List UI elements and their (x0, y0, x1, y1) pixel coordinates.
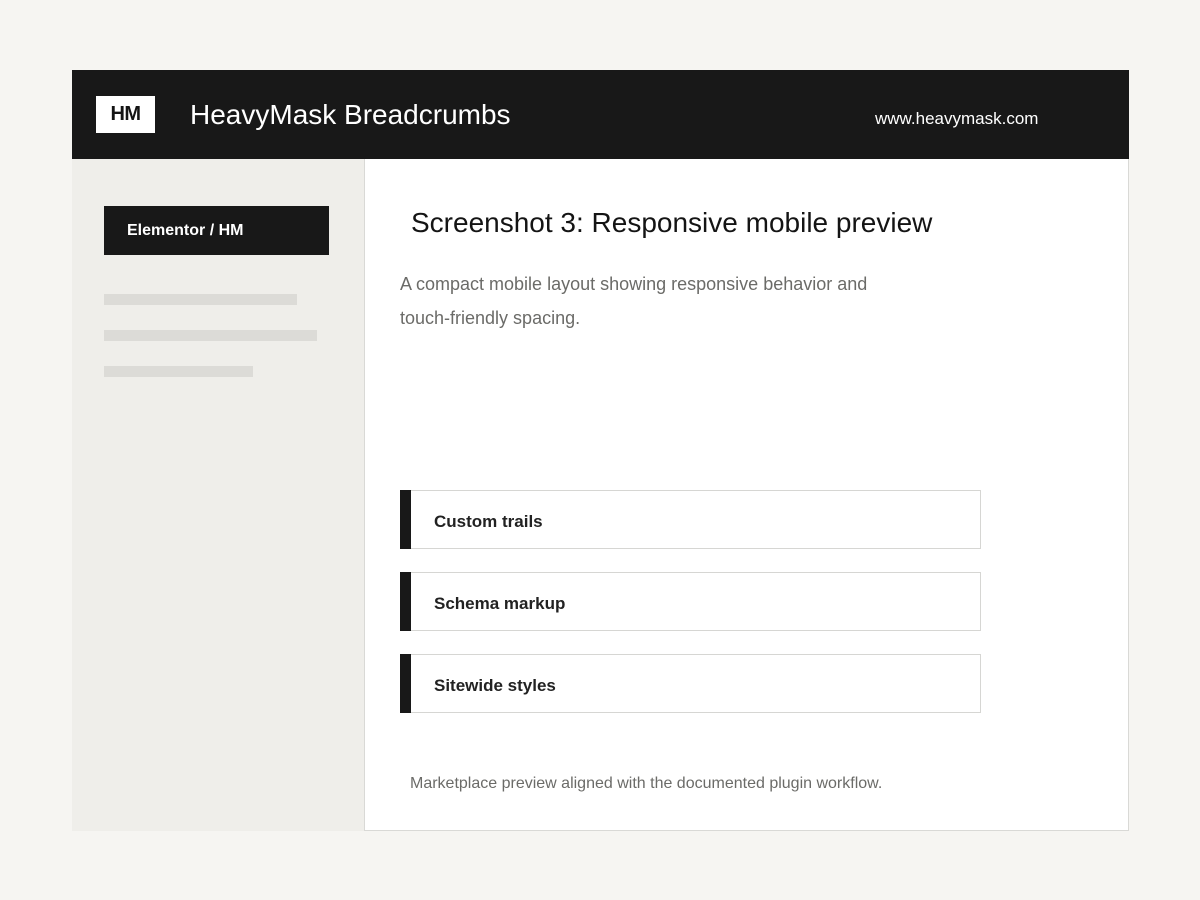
sidebar-placeholder-bar (104, 330, 317, 341)
feature-accent-bar (400, 654, 411, 713)
feature-label: Custom trails (434, 512, 543, 531)
app-title: HeavyMask Breadcrumbs (190, 99, 511, 130)
feature-accent-bar (400, 490, 411, 549)
feature-accent-bar (400, 572, 411, 631)
feature-label: Schema markup (434, 594, 566, 613)
sidebar-placeholder-bar (104, 294, 297, 305)
page-title: Screenshot 3: Responsive mobile preview (411, 207, 933, 238)
main-content (364, 159, 1129, 831)
footer-note: Marketplace preview aligned with the documented plugin workflow. (410, 775, 883, 792)
sidebar-item-elementor-hm[interactable]: Elementor / HM (104, 206, 329, 255)
feature-label: Sitewide styles (434, 676, 556, 695)
header-bar (72, 70, 1129, 159)
logo: HM (96, 96, 155, 133)
feature-item-sitewide-styles (400, 654, 981, 713)
app-window (72, 70, 1129, 831)
header-url-link[interactable]: www.heavymask.com (875, 109, 1039, 128)
sidebar-placeholder-bar (104, 366, 253, 377)
page-description: A compact mobile layout showing responsive behavior and touch-friendly spacing. (400, 274, 868, 328)
feature-item-custom-trails (400, 490, 981, 549)
sidebar (72, 159, 364, 831)
feature-item-schema-markup (400, 572, 981, 631)
